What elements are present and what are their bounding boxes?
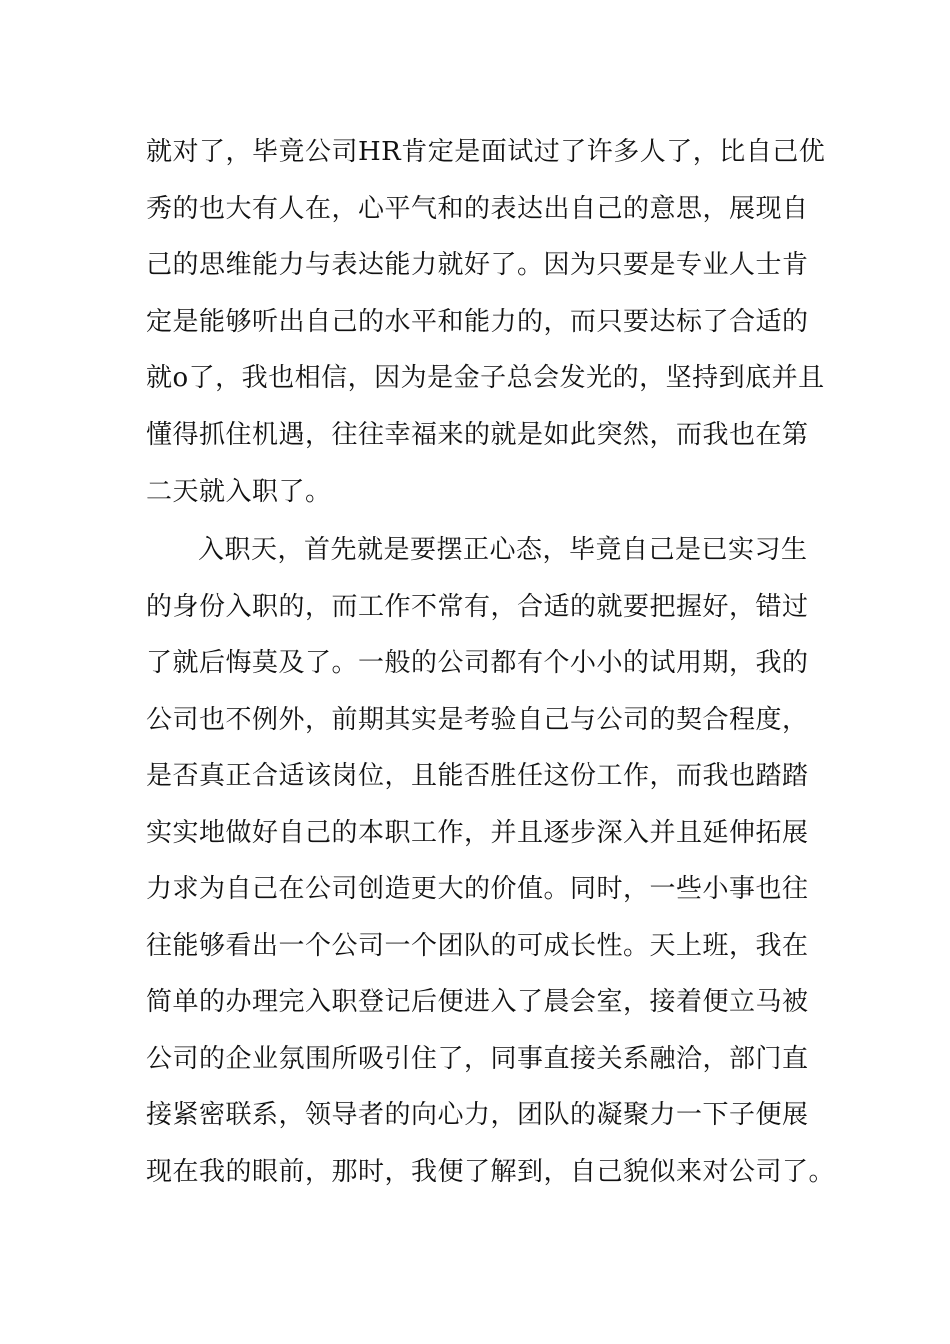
paragraph-2-line-11: 接紧密联系，领导者的向心力，团队的凝聚力一下子便展	[146, 1100, 809, 1130]
paragraph-2-line-5: 是否真正合适该岗位，且能否胜任这份工作，而我也踏踏	[146, 761, 809, 791]
paragraph-1-line-5: 就o了，我也相信，因为是金子总会发光的，坚持到底并且	[146, 363, 825, 393]
paragraph-2-line-7: 力求为自己在公司创造更大的价值。同时，一些小事也往	[146, 874, 809, 904]
paragraph-1-line-1: 就对了，毕竟公司HR肯定是面试过了许多人了，比自己优	[146, 137, 826, 167]
paragraph-2-line-1: 入职天，首先就是要摆正心态，毕竟自己是已实习生	[198, 535, 808, 565]
paragraph-1-line-4: 定是能够听出自己的水平和能力的，而只要达标了合适的	[146, 307, 809, 337]
paragraph-1-line-6: 懂得抓住机遇，往往幸福来的就是如此突然，而我也在第	[146, 420, 809, 450]
paragraph-2-line-6: 实实地做好自己的本职工作，并且逐步深入并且延伸拓展	[146, 818, 809, 848]
paragraph-2-line-9: 简单的办理完入职登记后便进入了晨会室，接着便立马被	[146, 987, 809, 1017]
paragraph-1-line-2: 秀的也大有人在，心平气和的表达出自己的意思，展现自	[146, 194, 809, 224]
paragraph-1-line-3: 己的思维能力与表达能力就好了。因为只要是专业人士肯	[146, 250, 809, 280]
paragraph-2-line-8: 往能够看出一个公司一个团队的可成长性。天上班，我在	[146, 931, 809, 961]
paragraph-2-line-2: 的身份入职的，而工作不常有，合适的就要把握好，错过	[146, 592, 809, 622]
paragraph-2-line-12: 现在我的眼前，那时，我便了解到，自己貌似来对公司了。	[146, 1157, 836, 1187]
paragraph-2-line-10: 公司的企业氛围所吸引住了，同事直接关系融洽，部门直	[146, 1044, 809, 1074]
paragraph-1-line-7: 二天就入职了。	[146, 477, 332, 507]
paragraph-2-line-3: 了就后悔莫及了。一般的公司都有个小小的试用期，我的	[146, 648, 809, 678]
paragraph-2-line-4: 公司也不例外，前期其实是考验自己与公司的契合程度，	[146, 705, 809, 735]
